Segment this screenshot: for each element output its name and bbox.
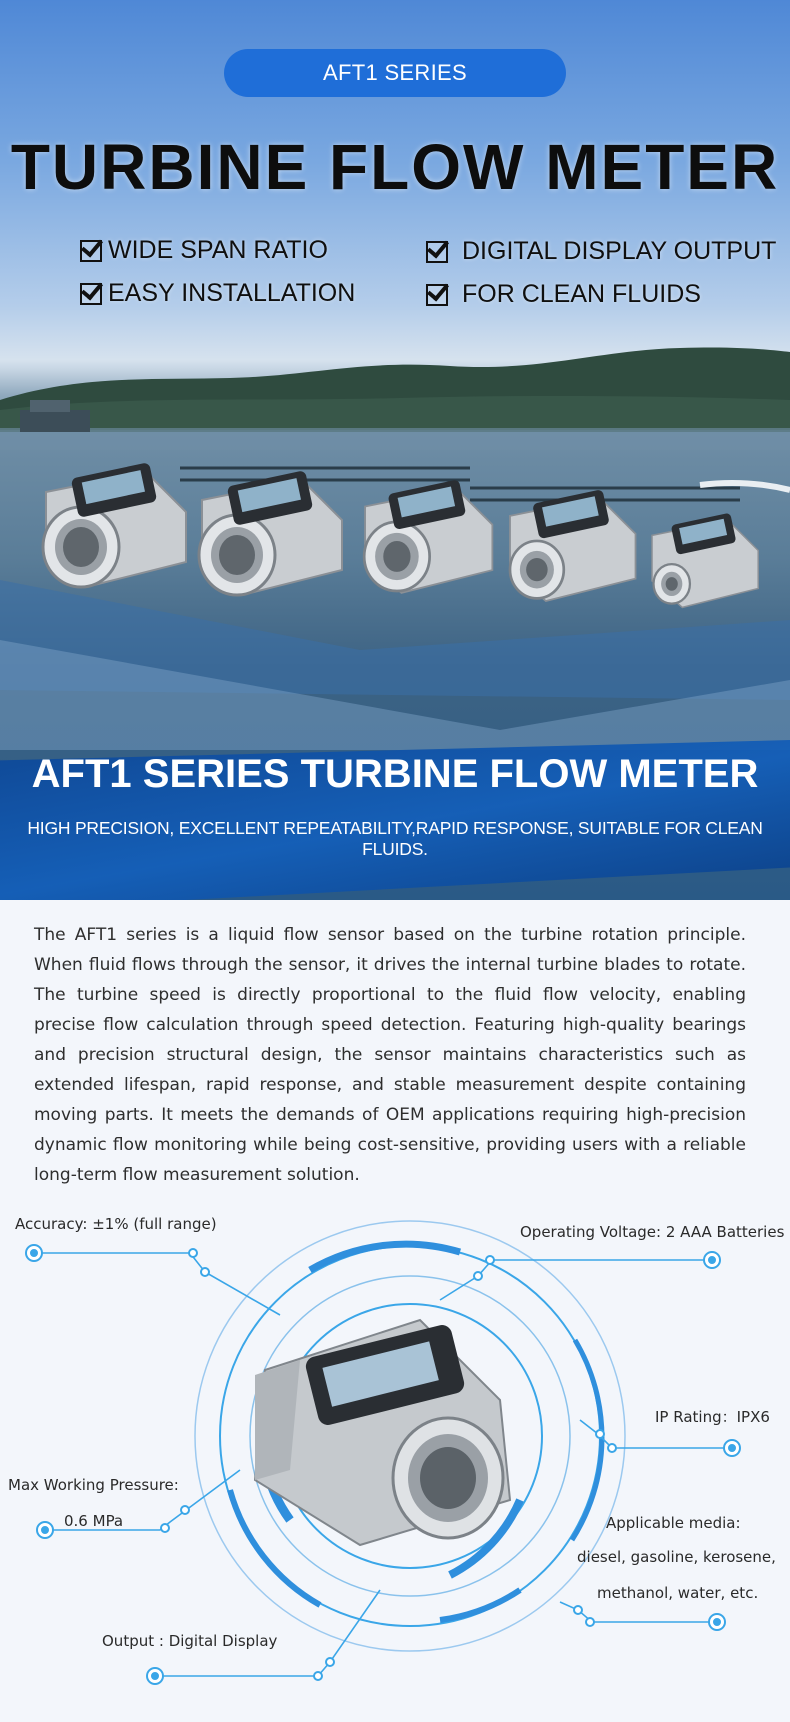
hero-title: TURBINE FLOW METER — [10, 131, 780, 203]
feature-item — [426, 237, 776, 266]
spec-accuracy: Accuracy: ±1% (full range) — [15, 1215, 217, 1233]
spec-media-line1: diesel, gasoline, kerosene, — [577, 1548, 776, 1566]
feature-item — [80, 279, 355, 308]
feature-label: DIGITAL DISPLAY OUTPUT — [462, 237, 777, 265]
spec-output: Output : Digital Display — [102, 1632, 278, 1650]
feature-item — [426, 280, 701, 309]
product-description: The AFT1 series is a liquid flow sensor based on the turbine rotation principle. When fluid flows through the sensor, it drives the internal turbine blades to rotate. The turbine speed is directly proportional to the fluid flow velocity, enabling precise flow calculation through speed detection. Featuring high-quality bearings and precision structural design, the sensor maintains characteristics such as extended lifespan, rapid response, and stable measurement despite containing moving parts. It meets the demands of OEM applications requiring high-precision dynamic flow monitoring while being cost-sensitive, providing users with a reliable long-term flow measurement solution. — [34, 925, 746, 1185]
spec-pressure-label: Max Working Pressure: — [8, 1476, 179, 1494]
center-meter-image — [255, 1320, 510, 1545]
spec-ip-rating: IP Rating：IPX6 — [655, 1408, 770, 1426]
band-title: AFT1 SERIES TURBINE FLOW METER — [31, 752, 759, 796]
feature-label: FOR CLEAN FLUIDS — [462, 280, 701, 308]
spec-media-line2: methanol, water, etc. — [597, 1584, 759, 1602]
checkbox-icon — [80, 240, 102, 262]
series-badge: AFT1 SERIES — [224, 49, 566, 97]
flow-meter-image — [36, 452, 204, 600]
lake-shoreline — [0, 340, 790, 450]
spec-pressure-value: 0.6 MPa — [64, 1512, 124, 1530]
feature-label: EASY INSTALLATION — [108, 279, 356, 307]
checkbox-icon — [426, 284, 448, 306]
spec-voltage: Operating Voltage: 2 AAA Batteries — [520, 1223, 785, 1241]
spec-media-label: Applicable media: — [606, 1514, 741, 1532]
spec-diagram — [0, 1150, 790, 1722]
band-subtitle: HIGH PRECISION, EXCELLENT REPEATABILITY,RAPID RESPONSE, SUITABLE FOR CLEAN FLUIDS. — [27, 818, 763, 859]
checkbox-icon — [80, 283, 102, 305]
feature-label: WIDE SPAN RATIO — [108, 236, 328, 264]
feature-item — [80, 236, 328, 265]
checkbox-icon — [426, 241, 448, 263]
decorative-stripes — [0, 580, 790, 750]
